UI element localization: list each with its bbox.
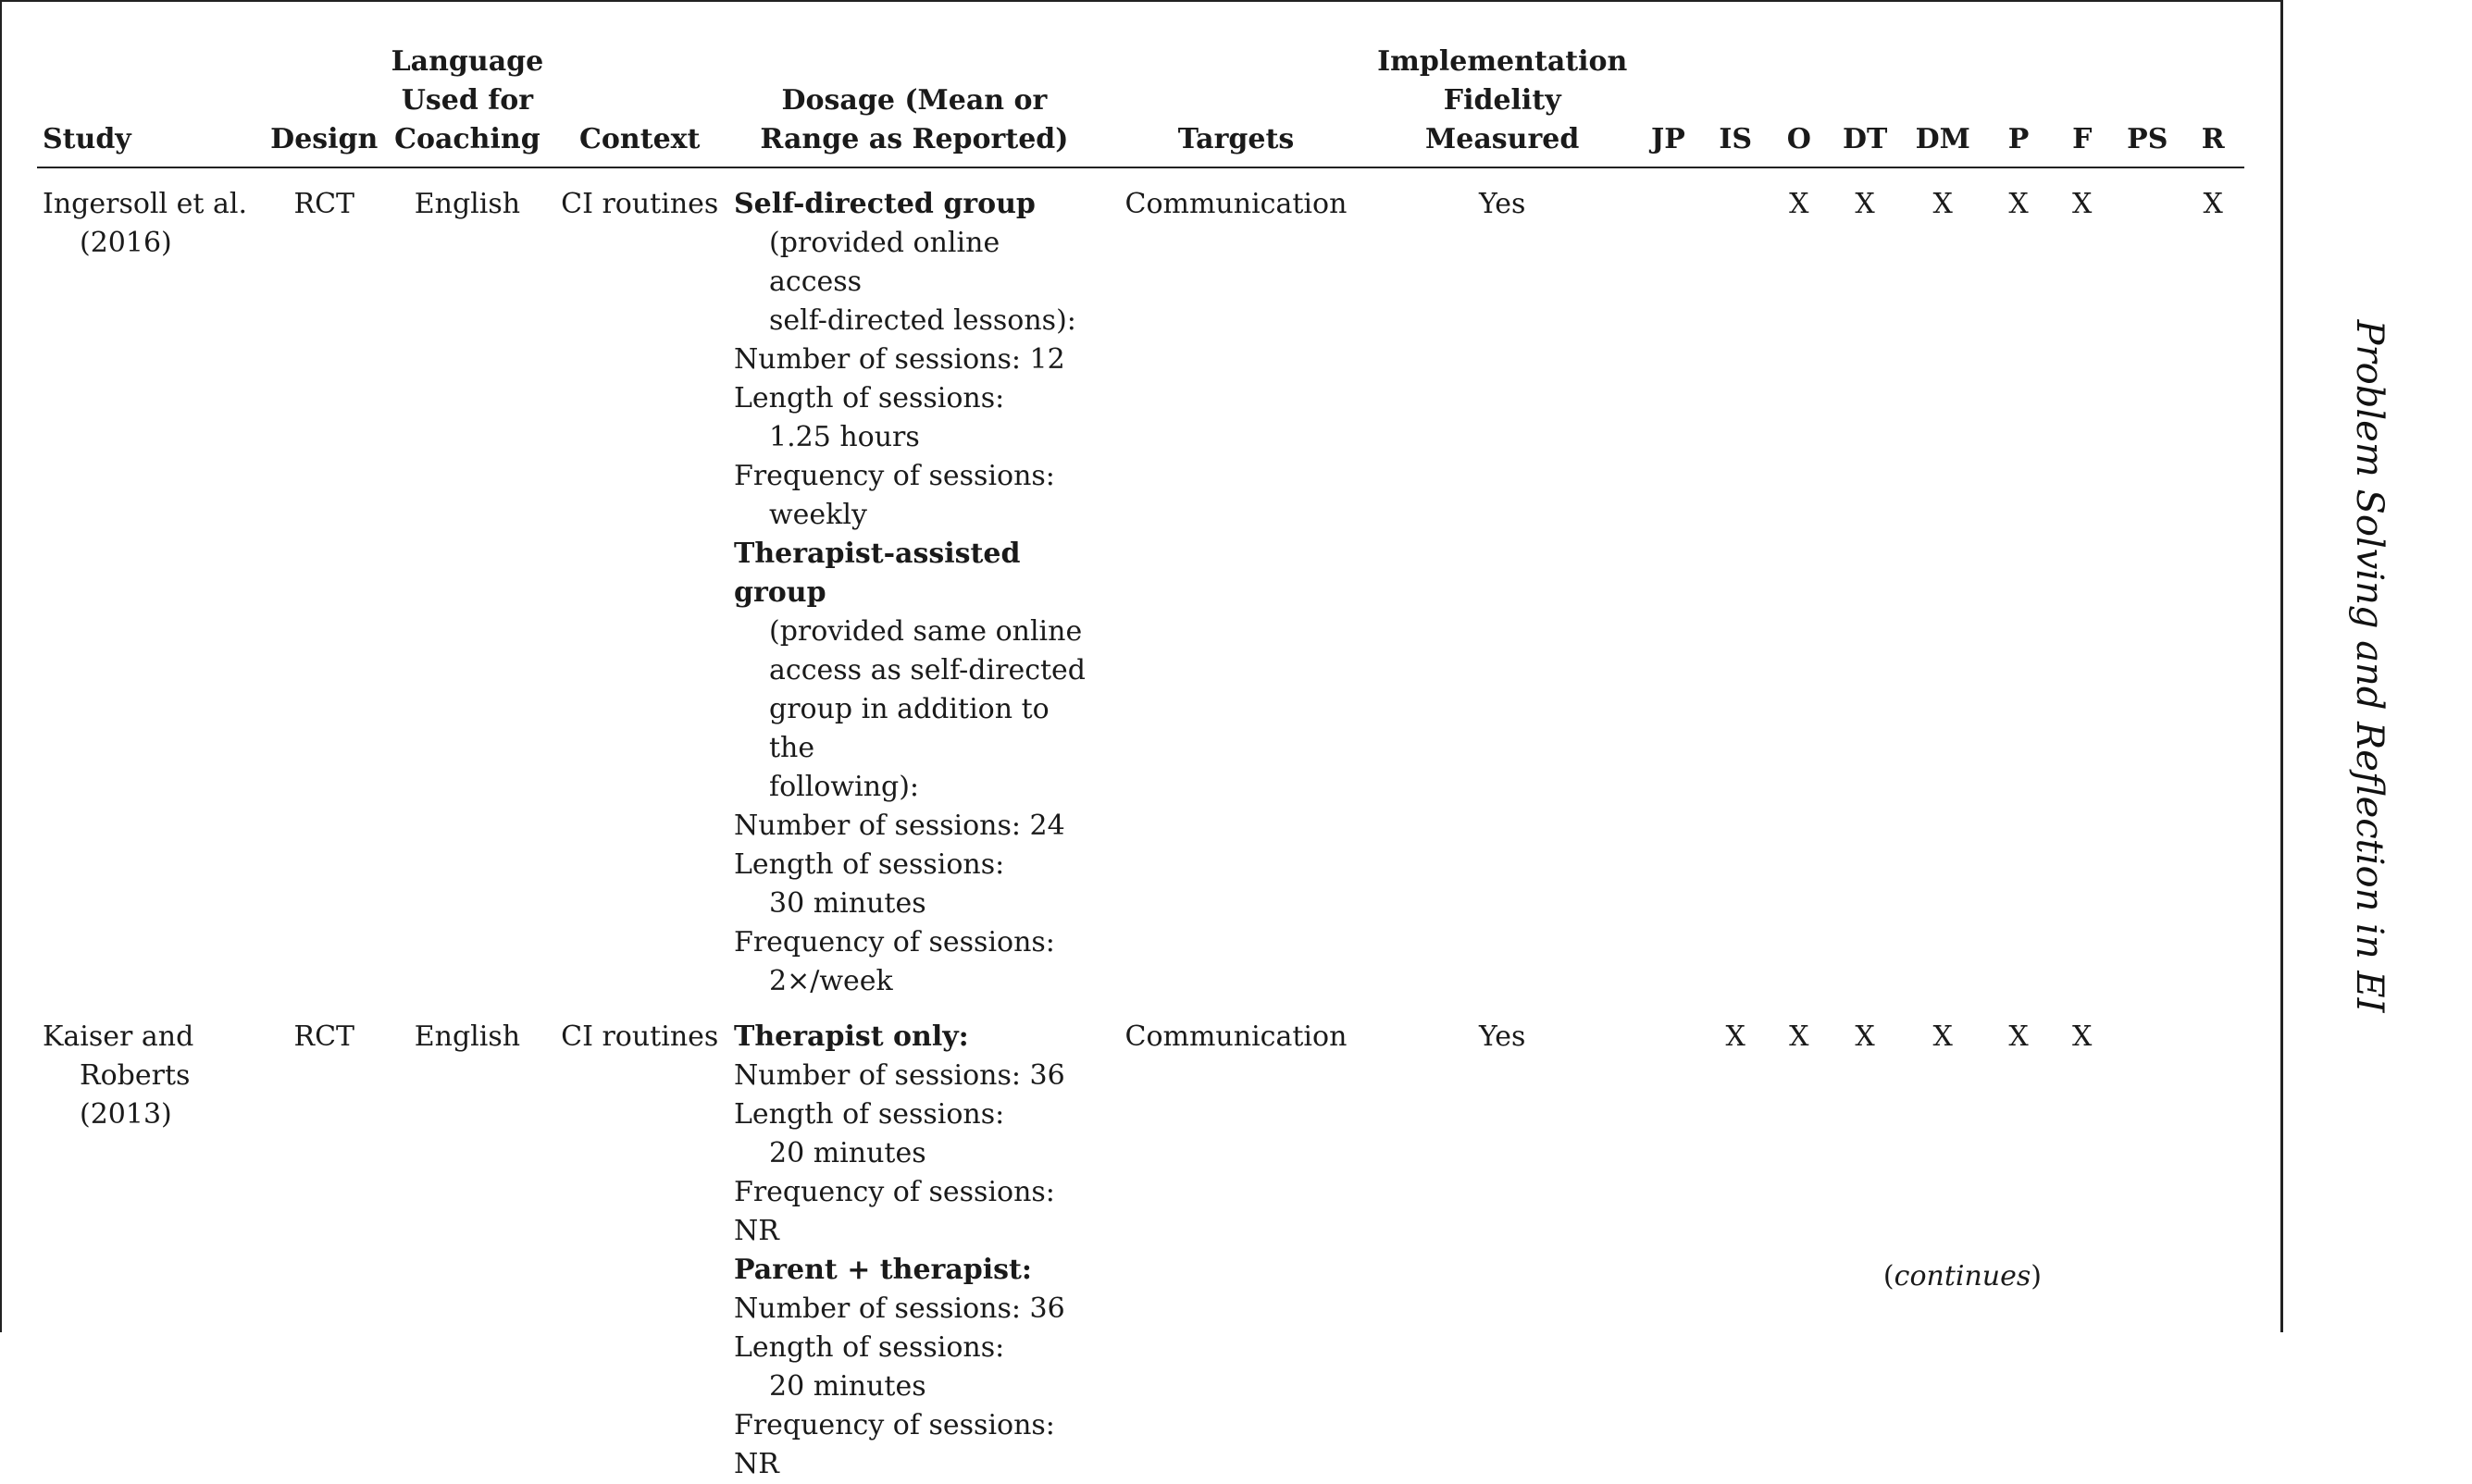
p-cell: X (2008, 1020, 2029, 1053)
study-line: Kaiser and (43, 1020, 194, 1053)
dosage-line: Length of sessions: (734, 382, 1005, 414)
dt-cell: X (1855, 1020, 1875, 1053)
dosage-cell (728, 1001, 1100, 1484)
header-is: IS (1704, 43, 1768, 167)
header-dosage-line: Dosage (Mean or (781, 84, 1048, 117)
r-cell (2181, 1001, 2244, 1484)
language-cell: English (414, 188, 521, 220)
dosage-line: Length of sessions: (734, 848, 1005, 881)
dosage-line: Frequency of sessions: (734, 460, 1055, 492)
header-r: R (2181, 43, 2244, 167)
dosage-line: Length of sessions: (734, 1098, 1005, 1131)
study-line: Ingersoll et al. (43, 188, 248, 220)
header-language (383, 43, 551, 167)
language-cell: English (414, 1020, 521, 1053)
header-fidelity-line: Implementation (1377, 45, 1628, 78)
study-line: Roberts (80, 1059, 191, 1092)
header-study: Study (37, 43, 265, 167)
dosage-line: 30 minutes (769, 887, 926, 920)
table-row (37, 167, 2244, 1001)
dosage-line: Number of sessions: 12 (734, 343, 1065, 376)
study-cell (37, 167, 265, 1001)
header-language-line: Coaching (394, 123, 540, 155)
continues-note: (continues) (1882, 1260, 2042, 1292)
study-cell (37, 1001, 265, 1484)
header-language-line: Used for (401, 84, 534, 117)
dosage-line: Frequency of sessions: NR (734, 1176, 1055, 1247)
dosage-line: 1.25 hours (769, 421, 920, 453)
fidelity-cell: Yes (1479, 1020, 1526, 1053)
header-o: O (1768, 43, 1831, 167)
dosage-group-title: Therapist-assisted group (734, 538, 1021, 609)
dosage-line: (provided online access (769, 227, 1000, 298)
header-dosage-line: Range as Reported) (760, 123, 1069, 155)
dosage-line: group in addition to the (769, 693, 1050, 764)
header-fidelity-line: Fidelity (1443, 84, 1561, 117)
dosage-line: Length of sessions: (734, 1331, 1005, 1364)
header-targets: Targets (1100, 43, 1372, 167)
header-dosage (728, 43, 1100, 167)
design-cell: RCT (293, 1020, 355, 1053)
f-cell: X (2072, 1020, 2093, 1053)
study-line: (2013) (80, 1098, 172, 1131)
dosage-group-title: Self-directed group (734, 188, 1036, 220)
fidelity-cell: Yes (1479, 188, 1526, 220)
context-cell: CI routines (561, 1020, 719, 1053)
p-cell: X (2008, 188, 2029, 220)
ps-cell (2113, 1001, 2181, 1484)
dosage-line: 20 minutes (769, 1137, 926, 1169)
header-dm: DM (1900, 43, 1986, 167)
is-cell (1704, 167, 1768, 1001)
dosage-line: Number of sessions: 36 (734, 1059, 1065, 1092)
dt-cell: X (1855, 188, 1875, 220)
dosage-line: Number of sessions: 24 (734, 810, 1065, 842)
header-jp: JP (1633, 43, 1703, 167)
design-cell: RCT (293, 188, 355, 220)
targets-cell: Communication (1124, 1020, 1348, 1053)
dosage-group-title: Parent + therapist: (734, 1254, 1032, 1286)
continues-word: continues (1894, 1260, 2031, 1292)
header-fidelity-line: Measured (1425, 123, 1580, 155)
jp-cell (1633, 167, 1703, 1001)
dosage-line: (provided same online (769, 615, 1083, 648)
dosage-cell (728, 167, 1100, 1001)
ps-cell (2113, 167, 2181, 1001)
context-cell: CI routines (561, 188, 719, 220)
dosage-line: Frequency of sessions: NR (734, 1409, 1055, 1480)
header-ps: PS (2113, 43, 2181, 167)
dosage-line: self-directed lessons): (769, 304, 1076, 337)
header-fidelity (1372, 43, 1633, 167)
header-dt: DT (1831, 43, 1900, 167)
jp-cell (1633, 1001, 1703, 1484)
header-p: P (1986, 43, 2051, 167)
targets-cell: Communication (1124, 188, 1348, 220)
dosage-group-title: Therapist only: (734, 1020, 969, 1053)
dosage-line: following): (769, 771, 920, 803)
running-head: Problem Solving and Reflection in EI (2348, 319, 2391, 1013)
dosage-line: weekly (769, 499, 867, 531)
table-row (37, 1001, 2244, 1484)
dosage-line: 2×/week (769, 965, 893, 997)
f-cell: X (2072, 188, 2093, 220)
dm-cell: X (1932, 1020, 1953, 1053)
header-context: Context (551, 43, 728, 167)
header-design: Design (265, 43, 383, 167)
r-cell: X (2203, 188, 2223, 220)
dosage-line: Number of sessions: 36 (734, 1292, 1065, 1325)
o-cell: X (1789, 188, 1809, 220)
dosage-line: Frequency of sessions: (734, 926, 1055, 958)
is-cell: X (1725, 1020, 1745, 1053)
header-language-line: Language (391, 45, 544, 78)
o-cell: X (1789, 1020, 1809, 1053)
dosage-line: access as self-directed (769, 654, 1087, 686)
header-row (37, 43, 2244, 167)
header-f: F (2051, 43, 2113, 167)
dm-cell: X (1932, 188, 1953, 220)
dosage-line: 20 minutes (769, 1370, 926, 1403)
study-line: (2016) (80, 227, 172, 259)
